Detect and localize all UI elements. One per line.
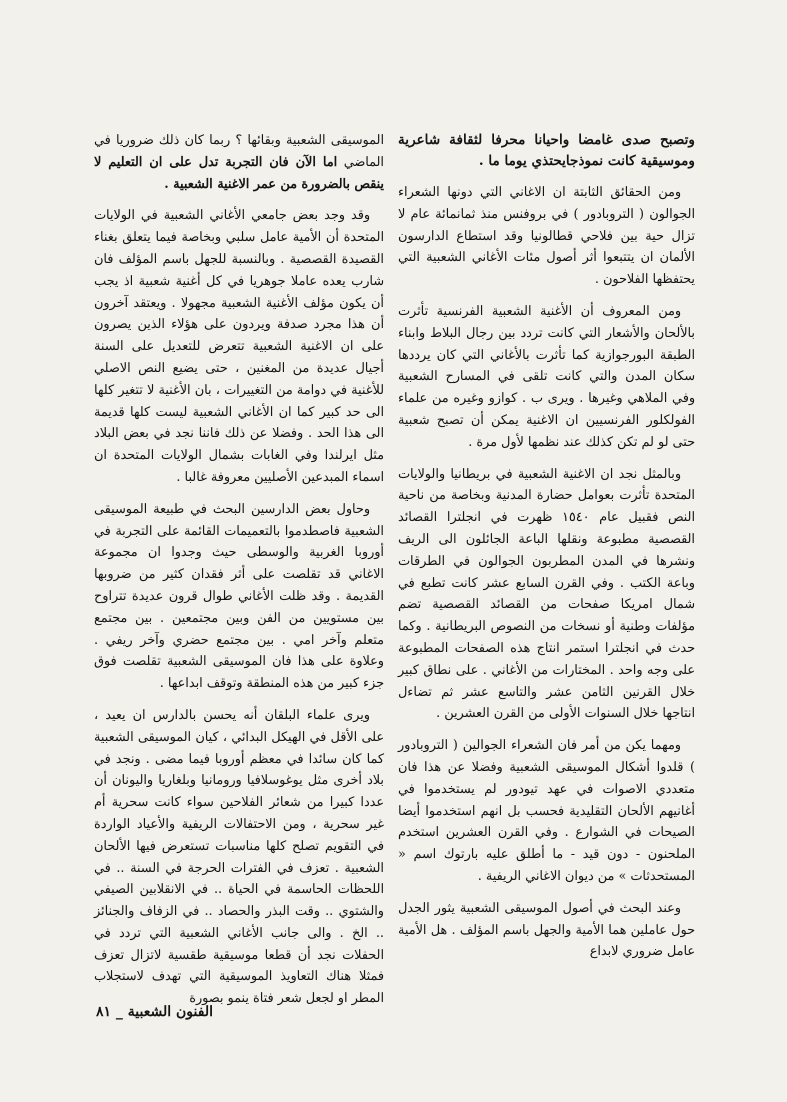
left-column — [94, 130, 384, 1020]
paragraph: وحاول بعض الدارسين البحث في طبيعة الموسيقى الشعبية فاصطدموا بالتعميمات القائمة على التجربة في أوروبا الغربية والوسطى حيث وجدوا ان مجموعة الاغاني قد تقلصت على أثر فقدان كثير من ضروبها القديمة . وقد ظلت الأغاني طوال قرون عديدة تتراوح بين مستويين من الفن وبين مجتمعين . بين مجتمع متعلم وآخر امي . بين مجتمع حضري وآخر ريفي . وعلاوة على هذا فان الموسيقى الشعبية تقلصت فوق جزء كبير من هذه المنطقة وتوقف ابداعها . — [94, 501, 384, 692]
paragraph: ومهما يكن من أمر فان الشعراء الجوالين ( التروبادور ) قلدوا أشكال الموسيقى الشعبية وفضلا عن هذا فان متعددي الاصوات في عهد تيودور لم يستخدموا في أغانيهم الألحان التقليدية فحسب بل انهم استخدموا أيضا الصيحات في الشوارع . وفي القرن العشرين استخدم الملحنون - دون قيد - ما أطلق عليه بارتوك اسم « المستحدثات » من ديوان الاغاني الريفية . — [398, 738, 695, 884]
paragraph: وقد وجد بعض جامعي الأغاني الشعبية في الولايات المتحدة أن الأمية عامل سلبي وبخاصة فيما يتعلق بغناء القصيدة القصصية . وبالنسبة للجهل باسم المؤلف فان شارب يعده عاملا جوهريا في كل أغنية شعبية اذ يجب أن يكون مؤلف الأغنية الشعبية مجهولا . ويعتقد آخرون أن هذا مجرد صدفة ويردون على هؤلاء الذين يصرون على ان الاغنية الشعبية تتعرض للتعديل على السنة أجيال عديدة من المغنين ، حتى يضيع النص الاصلي للأغنية في دوامة من التغييرات ، بان الأغنية لا تتغير كلها الى حد كبير كما ان الأغاني الشعبية ليست كلها قديمة الى هذا الحد . وفضلا عن ذلك فاننا نجد في بعض البلاد مثل ايرلندا وفي الغابات بشمال الولايات المتحدة ان اسماء المبدعين الأصليين معروفة غالبا . — [94, 208, 384, 485]
page-footer: الفنون الشعبية _ ٨١ — [96, 1004, 213, 1020]
right-column — [398, 130, 695, 973]
paragraph-text: الموسيقى الشعبية وبقائها ؟ ربما كان ذلك ضروريا في الماضي — [94, 133, 384, 170]
paragraph: ومن المعروف أن الأغنية الشعبية الفرنسية تأثرت بالألحان والأشعار التي كانت تردد بين رجال البلاط وابناء الطبقة البورجوازية كما تأثرت بالأغاني التي كان يرددها سكان المدن والتي كانت تلقى في المسارح الشعبية وفي الملاهي وغيرها . ويرى ب . كوازو وغيره من علماء الفولكلور الفرنسيين ان الاغنية يمكن أن تصبح شعبية حتى لو لم تكن كذلك عند نظمها لأول مرة . — [398, 303, 695, 450]
paragraph: وعند البحث في أصول الموسيقى الشعبية يثور الجدل حول عاملين هما الأمية والجهل باسم المؤلف . هل الأمية عامل ضروري لابداع — [398, 900, 695, 960]
paragraph: ويرى علماء البلقان أنه يحسن بالدارس ان يعيد ، على الأقل في الهيكل البدائي ، كيان الموسيقى الشعبية كما كان سائدا في معظم أوروبا فيما مضى . ونجد في بلاد أخرى مثل يوغوسلافيا ورومانيا وبلغاريا واليونان أن عددا كبيرا من شعائر الفلاحين سواء كانت سحرية أم غير سحرية ، ومن الاحتفالات الريفية والأعياد الواردة في التقويم تصلح كلها مناسبات تستعرض فيها الألحان الشعبية . تعزف في الفترات الحرجة في السنة .. في اللحظات الحاسمة في الحياة .. في الانقلابين الصيفي والشتوي .. وقت البذر والحصاد .. في الزفاف والجنائز .. الخ . والى جانب الأغاني الشعبية التي تردد في الحفلات نجد أن قطعا موسيقية طقسية لاتزال تعزف فمثلا هناك التعاويذ الموسيقية التي تهدف لاستجلاب المطر او لجعل شعر فتاة ينمو بصورة — [94, 707, 384, 1007]
emphasized-text: اما الآن فان التجربة تدل على ان التعليم لا ينقص بالضرورة من عمر الاغنية الشعبية . — [94, 154, 384, 192]
paragraph: ومن الحقائق الثابتة ان الاغاني التي دونها الشعراء الجوالون ( التروبادور ) في بروفنس منذ ثمانمائة عام لا تزال حية بين فلاحي قطالونيا وقد استطاع الدارسون الألمان ان يتتبعوا أثر أصول مئات الأغاني الشعبية التي يحتفظها الفلاحون . — [398, 185, 695, 288]
section-headline: وتصبح صدى غامضا واحيانا محرفا لثقافة شاعرية وموسيقية كانت نموذجايحتذي يوما ما . — [398, 132, 695, 169]
paragraph: وبالمثل نجد ان الاغنية الشعبية في بريطانيا والولايات المتحدة تأثرت بعوامل حضارة المدنية وبخاصة من ناحية النص فقبيل عام ١٥٤٠ ظهرت في انجلترا القصائد القصصية مطبوعة ونقلها الباعة الجائلون الى الريف ونشرها في المدن المطربون الجوالون في الطرقات وباعة الكتب . وفي القرن السابع عشر كانت تطبع في شمال امريكا صفحات من القصائد القصصية تضم مؤلفات وطنية أو نسخات من النصوص البريطانية . وكما حدث في انجلترا استمر انتاج هذه الصفحات المطبوعة على وجه واحد . المختارات من الأغاني . على نطاق كبير خلال القرنين الثامن عشر والتاسع عشر ثم تضاءل انتاجها خلال السنوات الأولى من القرن العشرين . — [398, 466, 695, 722]
paragraph — [94, 130, 384, 195]
